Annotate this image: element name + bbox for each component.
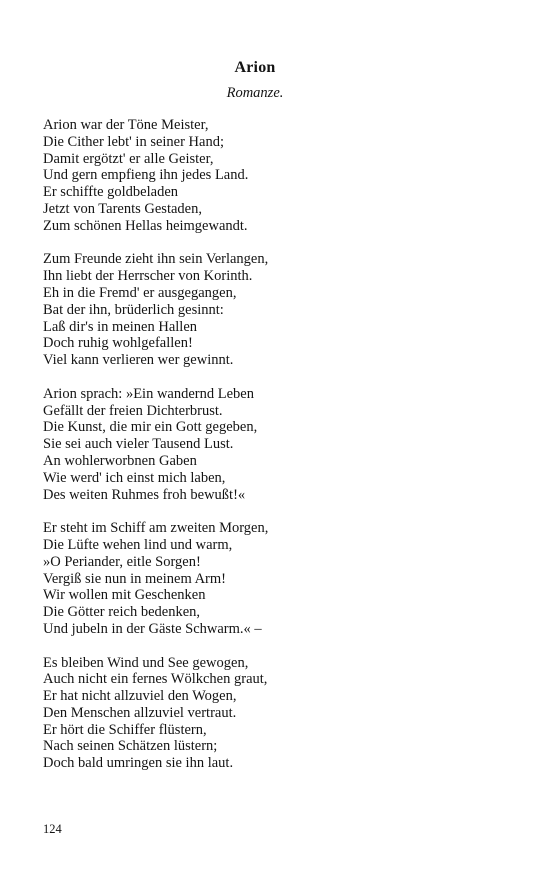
page-number: 124 — [43, 822, 62, 836]
stanza — [43, 251, 513, 369]
verse-line: Die Lüfte wehen lind und warm, — [43, 536, 233, 553]
verse-line: Zum Freunde zieht ihn sein Verlangen, — [43, 251, 269, 268]
verse-line: Den Menschen allzuviel vertraut. — [43, 704, 237, 721]
verse-line: Zum schönen Hellas heimgewandt. — [43, 217, 248, 234]
poem-subtitle: Romanze. — [226, 85, 284, 101]
stanza — [43, 655, 513, 773]
verse-line: Viel kann verlieren wer gewinnt. — [43, 352, 234, 369]
verse-line: Er hat nicht allzuviel den Wogen, — [43, 688, 237, 705]
verse-line: »O Periander, eitle Sorgen! — [43, 553, 201, 570]
verse-line: Laß dir's in meinen Hallen — [43, 318, 198, 335]
poem-body — [43, 117, 513, 789]
verse-line: Wie werd' ich einst mich laben, — [43, 469, 226, 486]
verse-line: Jetzt von Tarents Gestaden, — [43, 200, 202, 217]
verse-line: Er hört die Schiffer flüstern, — [43, 721, 207, 738]
stanza — [43, 117, 513, 235]
verse-line: Wir wollen mit Geschenken — [43, 587, 206, 604]
verse-line: Er schiffte goldbeladen — [43, 184, 179, 201]
verse-line: Sie sei auch vieler Tausend Lust. — [43, 436, 234, 453]
stanza — [43, 386, 513, 504]
verse-line: An wohlerworbnen Gaben — [43, 452, 197, 469]
stanza — [43, 520, 513, 638]
verse-line: Arion war der Töne Meister, — [43, 117, 209, 133]
verse-line: Es bleiben Wind und See gewogen, — [43, 654, 249, 671]
verse-line: Und jubeln in der Gäste Schwarm.« – — [43, 620, 262, 637]
verse-line: Bat der ihn, brüderlich gesinnt: — [43, 301, 224, 318]
verse-line: Eh in die Fremd' er ausgegangen, — [43, 284, 237, 301]
verse-line: Und gern empfieng ihn jedes Land. — [43, 167, 249, 184]
verse-line: Arion sprach: »Ein wandernd Leben — [43, 385, 254, 402]
verse-line: Nach seinen Schätzen lüstern; — [43, 738, 218, 755]
verse-line: Doch bald umringen sie ihn laut. — [43, 755, 234, 772]
verse-line: Er steht im Schiff am zweiten Morgen, — [43, 520, 269, 537]
verse-line: Damit ergötzt' er alle Geister, — [43, 150, 214, 167]
verse-line: Die Cither lebt' in seiner Hand; — [43, 133, 224, 150]
poem-title: Arion — [234, 59, 276, 76]
verse-line: Vergiß sie nun in meinem Arm! — [43, 570, 226, 587]
verse-line: Gefällt der freien Dichterbrust. — [43, 402, 223, 419]
verse-line: Die Kunst, die mir ein Gott gegeben, — [43, 419, 258, 436]
verse-line: Des weiten Ruhmes froh bewußt!« — [43, 486, 246, 503]
verse-line: Auch nicht ein fernes Wölkchen graut, — [43, 671, 268, 688]
verse-line: Ihn liebt der Herrscher von Korinth. — [43, 268, 253, 285]
verse-line: Doch ruhig wohlgefallen! — [43, 335, 193, 352]
verse-line: Die Götter reich bedenken, — [43, 604, 201, 621]
